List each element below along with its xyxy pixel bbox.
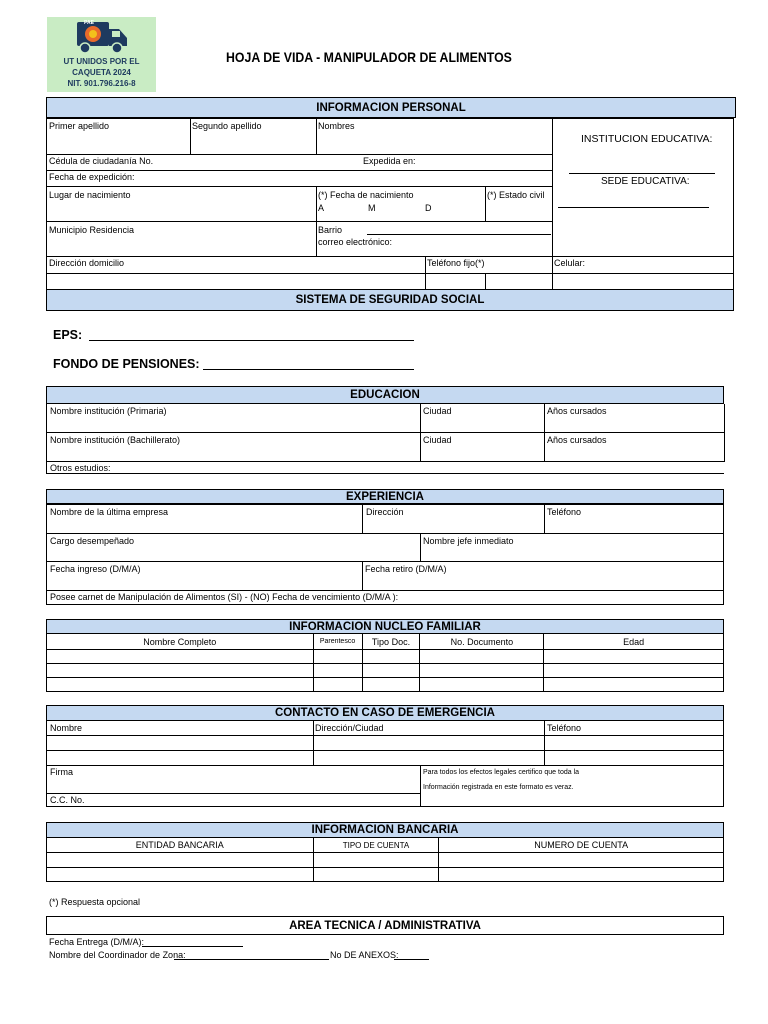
label-fecha-expedicion: Fecha de expedición: [49, 172, 135, 182]
label-anos-primaria: Años cursados [547, 406, 607, 416]
section-header-personal: INFORMACION PERSONAL [46, 97, 736, 118]
label-cargo: Cargo desempeñado [50, 536, 135, 546]
col-edad: Edad [544, 634, 724, 650]
table-row [47, 838, 724, 853]
label-emergencia-direccion: Dirección/Ciudad [315, 723, 384, 733]
label-mes: M [368, 203, 376, 213]
legal-text-line1: Para todos los efectos legales certifico que toda la [423, 769, 580, 776]
label-fecha-ingreso: Fecha ingreso (D/M/A) [50, 564, 141, 574]
col-entidad-bancaria: ENTIDAD BANCARIA [47, 838, 314, 853]
label-direccion-domicilio: Dirección domicilio [49, 258, 125, 268]
label-carnet: Posee carnet de Manipulación de Alimentos (SI) - (NO) Fecha de vencimiento (D/M/A ): [50, 592, 399, 602]
label-inst-bachillerato: Nombre institución (Bachillerato) [50, 435, 181, 445]
label-barrio: Barrio [318, 225, 343, 235]
label-dia: D [425, 203, 432, 213]
label-direccion-empresa: Dirección [366, 507, 404, 517]
table-row[interactable] [47, 853, 724, 868]
table-row[interactable] [47, 868, 724, 882]
label-telefono-fijo: Teléfono fijo(*) [427, 258, 485, 268]
label-anos-bachillerato: Años cursados [547, 435, 607, 445]
section-header-area [46, 916, 724, 935]
label-ciudad-bachillerato: Ciudad [423, 435, 452, 445]
familiar-table [46, 633, 724, 692]
logo-line3: NIT. 901.796.216-8 [67, 79, 136, 88]
label-emergencia-telefono: Teléfono [547, 723, 582, 733]
bancaria-table [46, 837, 724, 882]
section-header-emergencia: CONTACTO EN CASO DE EMERGENCIA [46, 705, 724, 721]
col-parentesco: Parentesco [313, 634, 362, 650]
label-segundo-apellido: Segundo apellido [192, 121, 262, 131]
logo-line1: UT UNIDOS POR EL [63, 57, 140, 66]
label-fecha-nacimiento: (*) Fecha de nacimiento [318, 190, 414, 200]
label-inst-primaria: Nombre institución (Primaria) [50, 406, 167, 416]
col-nombre-completo: Nombre Completo [47, 634, 314, 650]
logo-top-text: PAE [84, 20, 94, 26]
section-header-experiencia: EXPERIENCIA [46, 489, 724, 504]
label-estado-civil: (*) Estado civil [487, 190, 545, 200]
label-firma: Firma [50, 767, 73, 777]
barrio-underline[interactable] [367, 234, 551, 235]
label-fecha-retiro: Fecha retiro (D/M/A) [365, 564, 447, 574]
label-cedula: Cédula de ciudadanía No. [49, 156, 154, 166]
label-cc: C.C. No. [50, 795, 85, 805]
label-nombres: Nombres [318, 121, 355, 131]
company-logo [47, 17, 156, 92]
col-tipo-doc: Tipo Doc. [362, 634, 420, 650]
section-header-familiar: INFORMACION NUCLEO FAMILIAR [46, 619, 724, 634]
label-ciudad-primaria: Ciudad [423, 406, 452, 416]
section-header-seguridad: SISTEMA DE SEGURIDAD SOCIAL [46, 289, 734, 311]
label-jefe-inmediato: Nombre jefe inmediato [423, 536, 514, 546]
col-tipo-cuenta: TIPO DE CUENTA [313, 838, 439, 853]
label-institucion-educativa: INSTITUCION EDUCATIVA: [581, 133, 713, 145]
col-numero-cuenta: NUMERO DE CUENTA [439, 838, 724, 853]
coordinador-underline[interactable] [174, 959, 329, 960]
section-header-bancaria: INFORMACION BANCARIA [46, 822, 724, 838]
table-row[interactable] [47, 678, 724, 692]
area-header-text: AREA TECNICA / ADMINISTRATIVA [289, 919, 481, 932]
table-row[interactable] [47, 664, 724, 678]
label-telefono-empresa: Teléfono [547, 507, 582, 517]
legal-text-line2: Información registrada en este formato es veraz. [423, 784, 574, 791]
label-eps: EPS: [53, 328, 83, 342]
label-celular: Celular: [554, 258, 586, 268]
label-anexos: No DE ANEXOS: [330, 950, 399, 960]
label-expedida: Expedida en: [363, 156, 416, 166]
label-emergencia-nombre: Nombre [50, 723, 83, 733]
label-ultima-empresa: Nombre de la última empresa [50, 507, 169, 517]
label-anio: A [318, 203, 325, 213]
page-title: HOJA DE VIDA - MANIPULADOR DE ALIMENTOS [226, 49, 512, 65]
label-fecha-entrega: Fecha Entrega (D/M/A): [49, 937, 145, 947]
label-municipio: Municipio Residencia [49, 225, 135, 235]
table-row [47, 634, 724, 650]
anexos-underline[interactable] [394, 959, 429, 960]
label-lugar-nacimiento: Lugar de nacimiento [49, 190, 131, 200]
logo-line2: CAQUETA 2024 [72, 68, 131, 77]
col-no-documento: No. Documento [420, 634, 544, 650]
label-coordinador: Nombre del Coordinador de Zona: [49, 950, 186, 960]
label-fondo-pensiones: FONDO DE PENSIONES: [53, 357, 200, 371]
fecha-entrega-underline[interactable] [142, 946, 243, 947]
nota-opcional: (*) Respuesta opcional [49, 897, 141, 907]
label-sede-educativa: SEDE EDUCATIVA: [601, 176, 690, 187]
label-otros-estudios: Otros estudios: [50, 463, 111, 473]
label-primer-apellido: Primer apellido [49, 121, 110, 131]
table-row[interactable] [47, 650, 724, 664]
institucion-underline[interactable] [569, 173, 715, 174]
eps-underline[interactable] [89, 340, 414, 341]
fondo-underline[interactable] [203, 369, 414, 370]
section-header-educacion: EDUCACION [46, 386, 724, 404]
label-correo: correo electrónico: [318, 237, 393, 247]
sede-underline[interactable] [558, 207, 709, 208]
